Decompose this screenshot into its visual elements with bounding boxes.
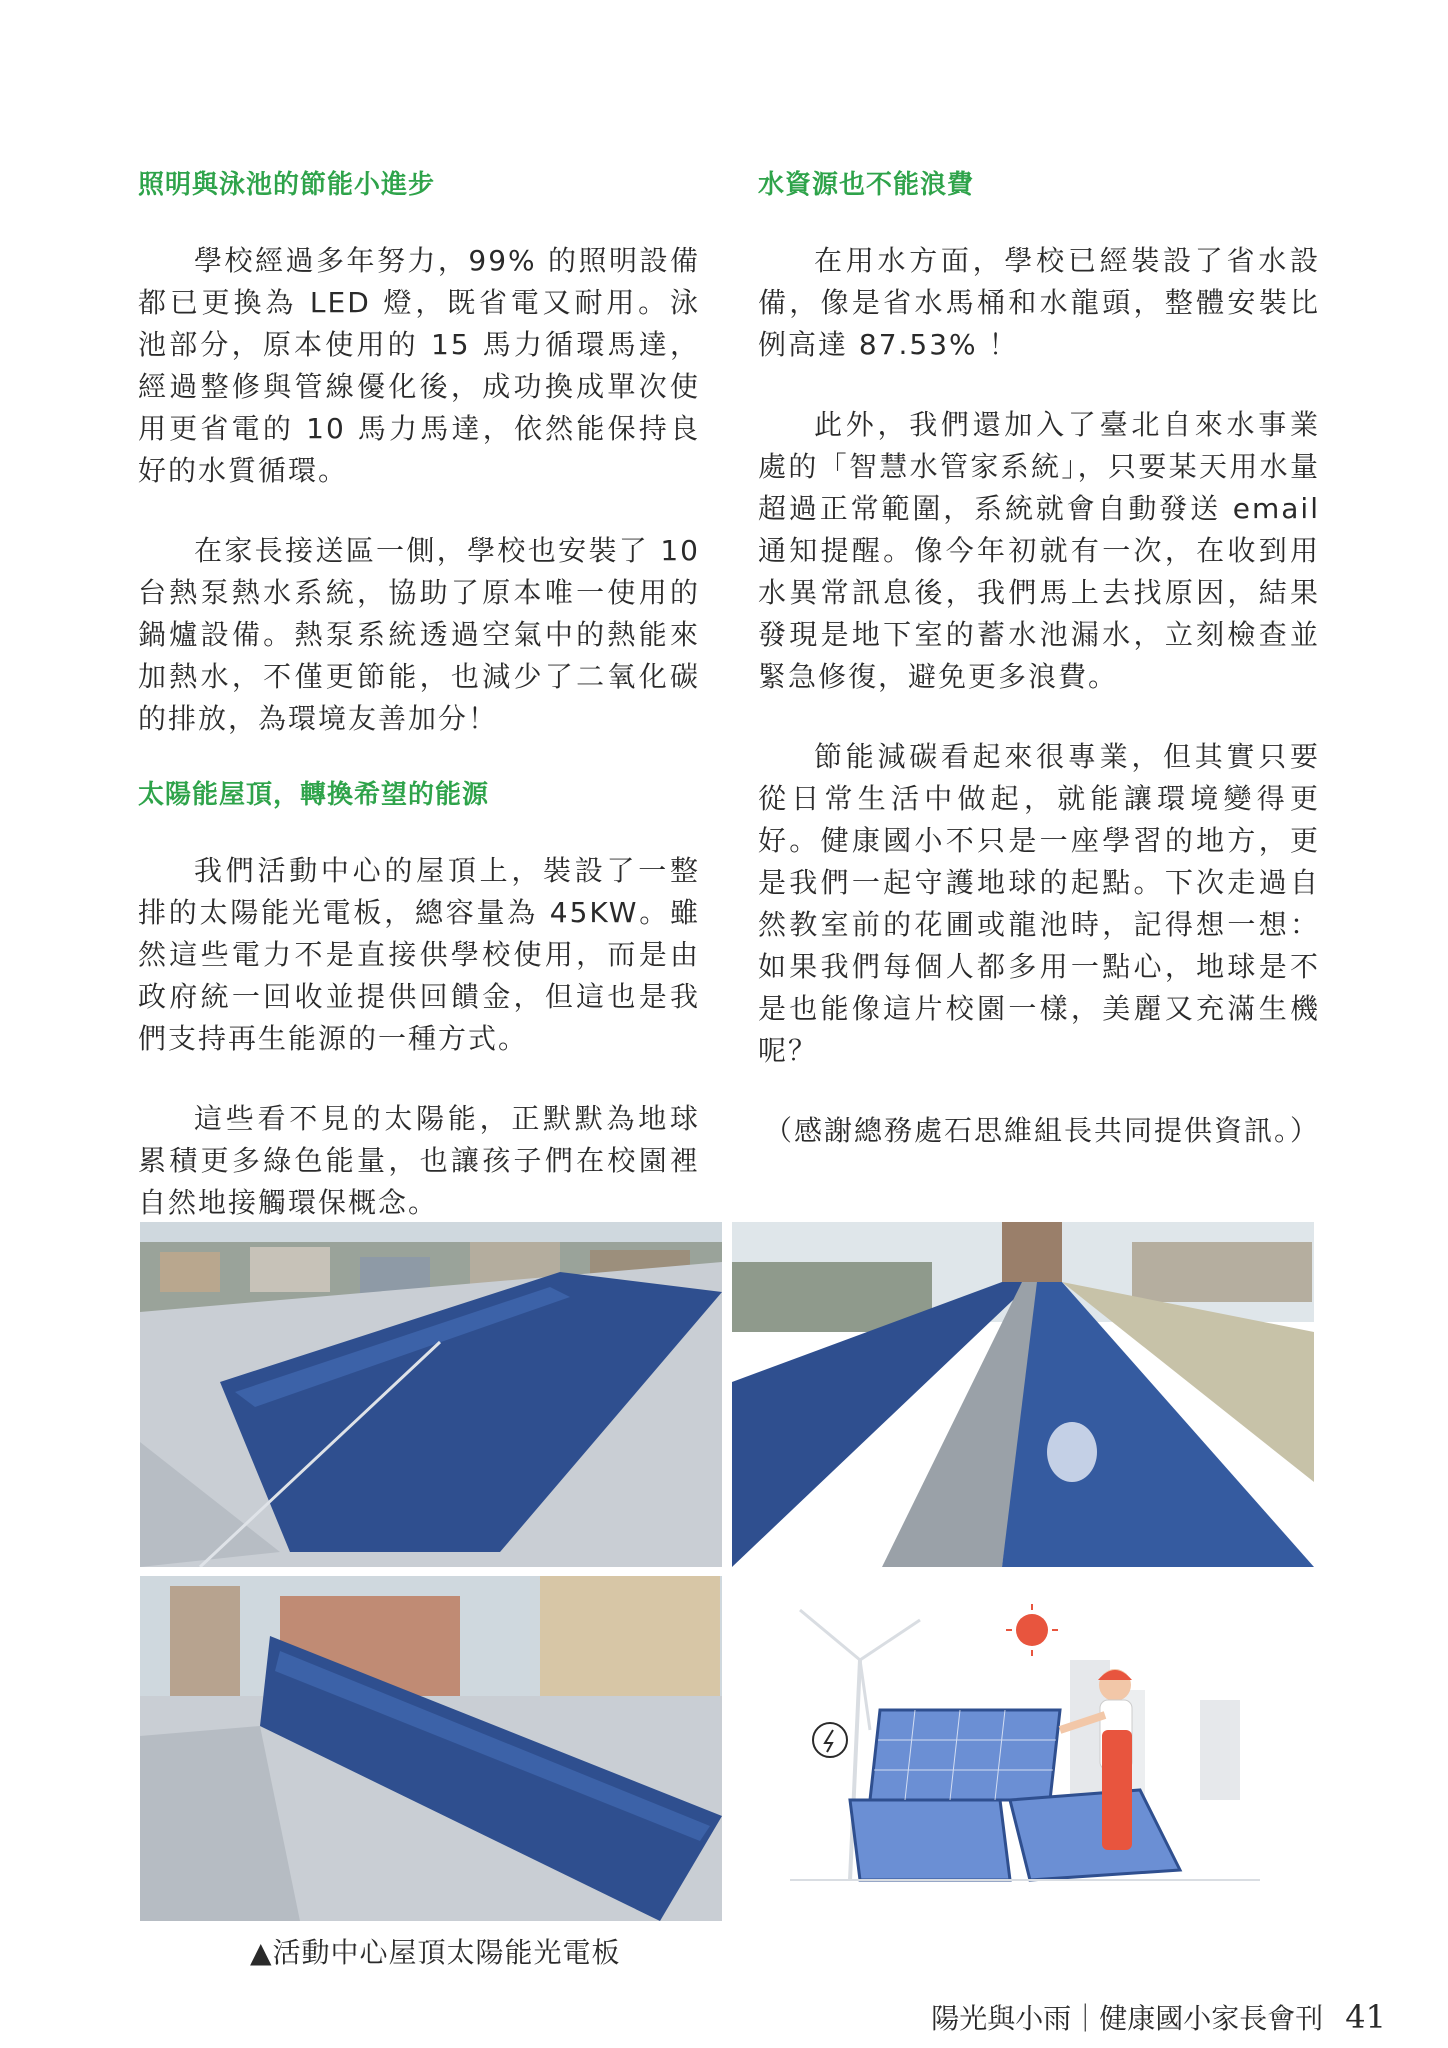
solar-panel-back <box>870 1710 1060 1800</box>
acknowledgement: （感謝總務處石思維組長共同提供資訊。） <box>763 1114 1320 1147</box>
paragraph-conclusion: 節能減碳看起來很專業，但其實只要從日常生活中做起，就能讓環境變得更好。健康國小不只是一座學習的地方，更是我們一起守護地球的起點。下次走過自然教室前的花圃或龍池時，記得想一想：如果我們每個人都多用一點心，地球是不是也能像這片校園一樣，美麗又充滿生機呢？ <box>758 740 1320 1067</box>
solar-roof-photo-3 <box>140 1576 722 1921</box>
sun-icon <box>1016 1614 1048 1646</box>
solar-installer-illustration <box>760 1580 1280 1910</box>
paragraph-lighting: 學校經過多年努力，99% 的照明設備都已更換為 LED 燈，既省電又耐用。泳池部分，原本使用的 15 馬力循環馬達，經過整修與管線優化後，成功換成單次使用更省電的 10 馬力馬達，依然能保持良好的水質循環。 <box>138 244 700 487</box>
heading-water: 水資源也不能浪費 <box>758 170 975 200</box>
solar-roof-photo-1 <box>140 1222 722 1567</box>
paragraph-green-energy: 這些看不見的太陽能，正默默為地球累積更多綠色能量，也讓孩子們在校園裡自然地接觸環保概念。 <box>138 1102 700 1219</box>
heading-lighting-pool: 照明與泳池的節能小進步 <box>138 170 436 200</box>
right-column <box>758 168 1320 1190</box>
paragraph-heat-pump: 在家長接送區一側，學校也安裝了 10 台熱泵熱水系統，協助了原本唯一使用的鍋爐設備。熱泵系統透過空氣中的熱能來加熱水，不僅更節能，也減少了二氧化碳的排放，為環境友善加分！ <box>138 534 700 735</box>
solar-panel-front-right <box>1010 1790 1180 1880</box>
paragraph-water-saving: 在用水方面，學校已經裝設了省水設備，像是省水馬桶和水龍頭，整體安裝比例高達 87.53% ！ <box>758 244 1320 361</box>
publication-name: 陽光與小雨｜健康國小家長會刊 <box>931 2002 1324 2035</box>
page-number: 41 <box>1345 1998 1386 2036</box>
photo-caption: ▲活動中心屋頂太陽能光電板 <box>250 1936 621 1969</box>
paragraph-solar: 我們活動中心的屋頂上，裝設了一整排的太陽能光電板，總容量為 45KW。雖然這些電力不是直接供學校使用，而是由政府統一回收並提供回饋金，但這也是我們支持再生能源的一種方式。 <box>138 854 700 1055</box>
lightning-icon <box>813 1723 847 1757</box>
heading-solar-roof: 太陽能屋頂，轉換希望的能源 <box>138 780 490 810</box>
paragraph-smart-water: 此外，我們還加入了臺北自來水事業處的「智慧水管家系統」，只要某天用水量超過正常範圍，系統就會自動發送 email 通知提醒。像今年初就有一次，在收到用水異常訊息後，我們馬上去找原因，結果發現是地下室的蓄水池漏水，立刻檢查並緊急修復，避免更多浪費。 <box>758 408 1320 693</box>
page-footer <box>931 2000 1386 2036</box>
solar-roof-photo-2 <box>732 1222 1314 1567</box>
solar-panel-front-left <box>850 1800 1010 1880</box>
left-column <box>138 168 700 1262</box>
